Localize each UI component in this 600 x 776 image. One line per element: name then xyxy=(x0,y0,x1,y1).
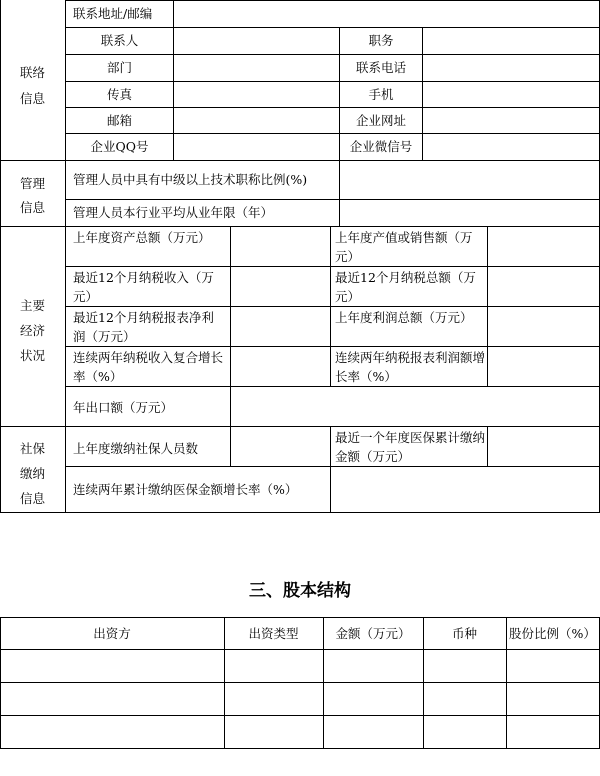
header-currency: 币种 xyxy=(451,626,477,641)
line xyxy=(0,160,600,161)
line xyxy=(0,682,600,683)
line xyxy=(0,715,600,716)
group-label-contact: 联络 信息 xyxy=(19,65,45,106)
line xyxy=(65,133,600,134)
line xyxy=(330,226,331,386)
line xyxy=(0,226,600,227)
section-title: 三、股本结构 xyxy=(249,581,351,601)
label-profit: 上年度利润总额（万元） xyxy=(335,310,473,325)
line xyxy=(0,748,600,749)
header-investor: 出资方 xyxy=(93,626,131,641)
label-website: 企业网址 xyxy=(355,113,406,128)
line xyxy=(65,199,600,200)
label-fax: 传真 xyxy=(106,87,132,102)
line xyxy=(65,346,600,347)
header-share-ratio: 股份比例（%） xyxy=(509,626,596,641)
line xyxy=(0,512,600,513)
line xyxy=(339,160,340,226)
label-medical: 最近一个年度医保累计缴纳金额（万元） xyxy=(335,430,486,464)
label-insured: 上年度缴纳社保人员数 xyxy=(73,441,199,456)
label-wechat: 企业微信号 xyxy=(349,139,413,154)
line xyxy=(65,306,600,307)
line xyxy=(487,226,488,386)
header-amount: 金额（万元） xyxy=(335,626,411,641)
line xyxy=(422,27,423,160)
label-email: 邮箱 xyxy=(106,113,132,128)
line xyxy=(173,0,174,160)
line xyxy=(230,226,231,426)
label-address: 联系地址/邮编 xyxy=(73,6,153,21)
label-assets: 上年度资产总额（万元） xyxy=(73,230,211,245)
label-position: 职务 xyxy=(368,33,394,48)
line xyxy=(65,107,600,108)
label-tax-profit: 最近12个月纳税报表净利润（万元） xyxy=(73,310,214,344)
label-contact-person: 联系人 xyxy=(100,33,139,48)
line xyxy=(0,649,600,650)
line xyxy=(0,426,600,427)
label-mobile: 手机 xyxy=(368,87,394,102)
label-mgmt-ratio: 管理人员中具有中级以上技术职称比例(%) xyxy=(73,172,308,187)
label-income-growth: 连续两年纳税收入复合增长率（%） xyxy=(73,350,224,384)
label-tax-income: 最近12个月纳税收入（万元） xyxy=(73,270,214,304)
line xyxy=(65,0,600,1)
line xyxy=(230,426,231,466)
label-export: 年出口额（万元） xyxy=(73,400,174,415)
line xyxy=(65,386,600,387)
header-type: 出资类型 xyxy=(248,626,299,641)
line xyxy=(487,426,488,466)
label-profit-growth: 连续两年纳税报表利润额增长率（%） xyxy=(335,350,486,384)
label-department: 部门 xyxy=(106,60,132,75)
label-phone: 联系电话 xyxy=(355,60,406,75)
label-qq: 企业QQ号 xyxy=(90,139,149,154)
line xyxy=(65,466,600,467)
line xyxy=(65,266,600,267)
line xyxy=(65,81,600,82)
line xyxy=(65,27,600,28)
label-medical-growth: 连续两年累计缴纳医保金额增长率（%） xyxy=(73,482,298,497)
line xyxy=(330,426,331,512)
group-label-economy: 主要 经济 状况 xyxy=(19,298,45,363)
line xyxy=(65,54,600,55)
line xyxy=(0,617,600,618)
group-label-social: 社保 缴纳 信息 xyxy=(19,441,45,506)
label-tax-total: 最近12个月纳税总额（万元） xyxy=(335,270,476,304)
label-mgmt-years: 管理人员本行业平均从业年限（年） xyxy=(73,205,274,220)
group-label-management: 管理 信息 xyxy=(19,176,45,215)
label-output: 上年度产值或销售额（万元） xyxy=(335,230,473,264)
